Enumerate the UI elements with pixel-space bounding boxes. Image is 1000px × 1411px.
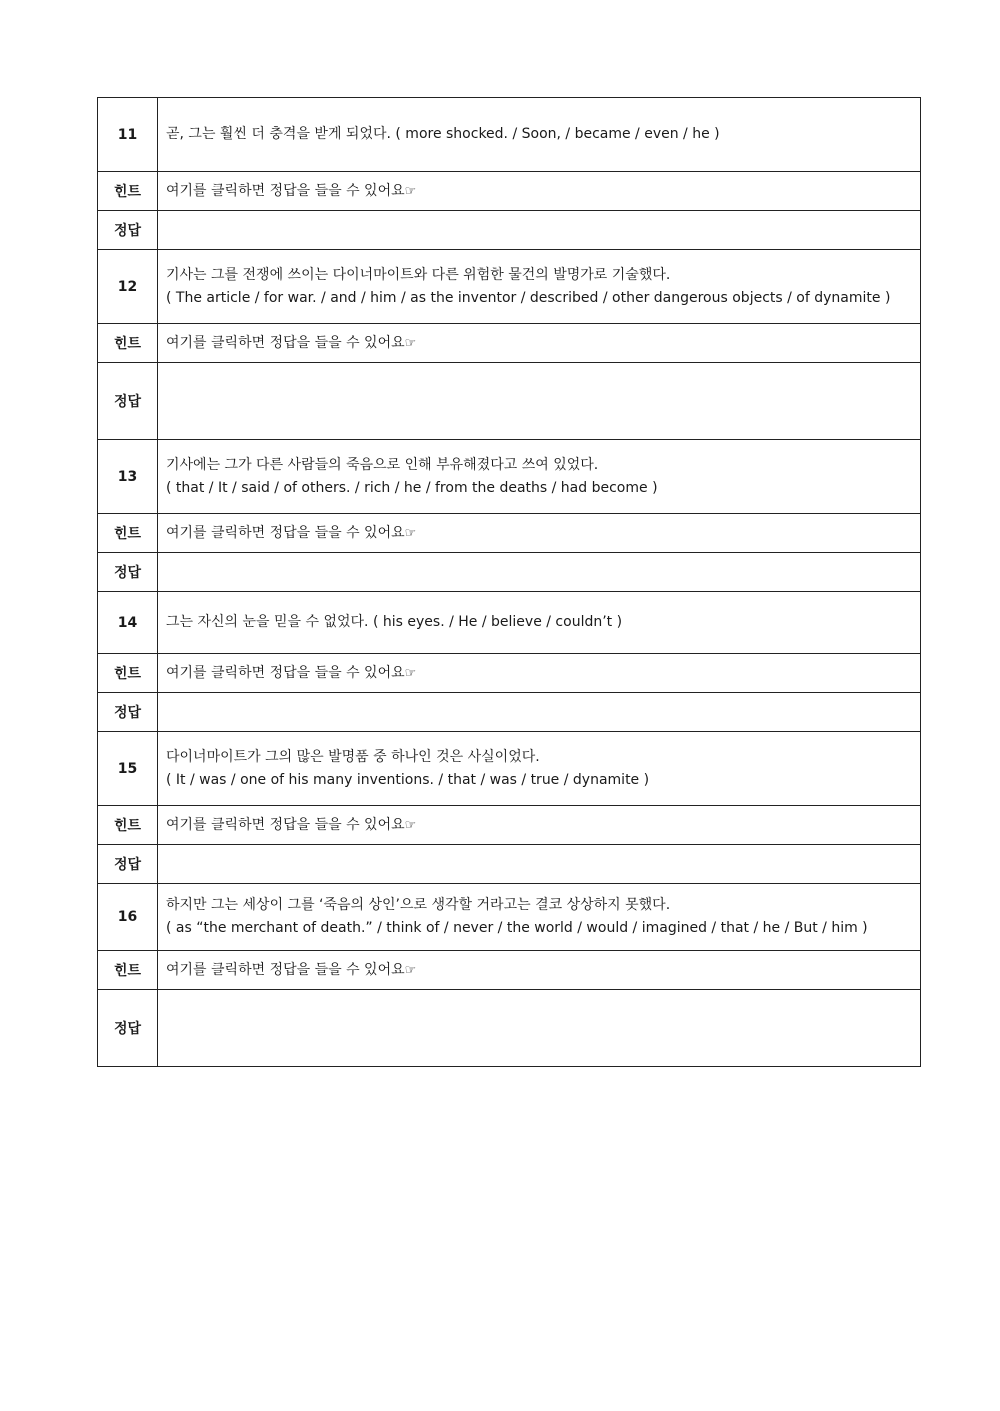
hint-text: 여기를 클릭하면 정답을 들을 수 있어요 [166,961,405,978]
answer-label: 정답 [98,693,158,732]
hint-link[interactable] [158,806,921,845]
answer-field[interactable] [158,693,921,732]
answer-field[interactable] [158,211,921,250]
hint-link[interactable] [158,951,921,990]
word-bank: ( more shocked. / Soon, / became / even / he ) [395,126,720,142]
answer-label: 정답 [98,363,158,440]
word-bank: ( It / was / one of his many inventions. / that / was / true / dynamite ) [166,771,650,788]
question-prompt [158,440,921,514]
answer-row [98,211,921,250]
question-number: 14 [98,592,158,654]
hint-text: 여기를 클릭하면 정답을 들을 수 있어요 [166,524,405,541]
korean-sentence: 기사에는 그가 다른 사람들의 죽음으로 인해 부유해졌다고 쓰여 있었다. [166,456,599,473]
hint-link[interactable] [158,514,921,553]
question-row [98,98,921,172]
answer-field[interactable] [158,845,921,884]
answer-row [98,553,921,592]
hint-label: 힌트 [98,654,158,693]
hint-label: 힌트 [98,172,158,211]
korean-sentence: 곧, 그는 훨씬 더 충격을 받게 되었다. [166,126,391,142]
question-row [98,884,921,951]
hint-link[interactable] [158,324,921,363]
hint-text: 여기를 클릭하면 정답을 들을 수 있어요 [166,182,405,199]
question-row [98,732,921,806]
pointing-hand-icon: ☞ [404,183,417,199]
answer-field[interactable] [158,553,921,592]
hint-row [98,654,921,693]
answer-label: 정답 [98,990,158,1067]
question-number: 16 [98,884,158,951]
hint-link[interactable] [158,654,921,693]
pointing-hand-icon: ☞ [404,962,417,978]
worksheet-table [97,97,921,1067]
answer-label: 정답 [98,845,158,884]
hint-row [98,324,921,363]
hint-row [98,172,921,211]
hint-text: 여기를 클릭하면 정답을 들을 수 있어요 [166,334,405,351]
hint-label: 힌트 [98,951,158,990]
answer-field[interactable] [158,363,921,440]
hint-row [98,806,921,845]
hint-text: 여기를 클릭하면 정답을 들을 수 있어요 [166,816,405,833]
hint-label: 힌트 [98,514,158,553]
question-prompt [158,732,921,806]
question-row [98,592,921,654]
question-row [98,250,921,324]
hint-label: 힌트 [98,324,158,363]
question-number: 11 [98,98,158,172]
word-bank: ( that / It / said / of others. / rich / he / from the deaths / had become ) [166,479,658,496]
question-number: 13 [98,440,158,514]
answer-row [98,990,921,1067]
answer-label: 정답 [98,211,158,250]
korean-sentence: 그는 자신의 눈을 믿을 수 없었다. [166,614,369,630]
question-prompt [158,98,921,172]
answer-label: 정답 [98,553,158,592]
word-bank: ( as “the merchant of death.” / think of / never / the world / would / imagined / that / he / But / him ) [166,920,868,936]
korean-sentence: 다이너마이트가 그의 많은 발명품 중 하나인 것은 사실이었다. [166,748,540,765]
answer-row [98,845,921,884]
question-row [98,440,921,514]
pointing-hand-icon: ☞ [404,335,417,351]
hint-text: 여기를 클릭하면 정답을 들을 수 있어요 [166,664,405,681]
question-number: 12 [98,250,158,324]
korean-sentence: 기사는 그를 전쟁에 쓰이는 다이너마이트와 다른 위험한 물건의 발명가로 기술했다. [166,266,671,283]
answer-row [98,363,921,440]
question-prompt [158,250,921,324]
hint-label: 힌트 [98,806,158,845]
word-bank: ( The article / for war. / and / him / as the inventor / described / other dangerous objects / of dynamite ) [166,289,891,306]
korean-sentence: 하지만 그는 세상이 그를 ‘죽음의 상인’으로 생각할 거라고는 결코 상상하지 못했다. [166,897,671,913]
hint-link[interactable] [158,172,921,211]
answer-row [98,693,921,732]
word-bank: ( his eyes. / He / believe / couldn’t ) [372,614,623,630]
pointing-hand-icon: ☞ [404,665,417,681]
hint-row [98,514,921,553]
answer-field[interactable] [158,990,921,1067]
pointing-hand-icon: ☞ [404,525,417,541]
question-prompt [158,884,921,951]
question-number: 15 [98,732,158,806]
hint-row [98,951,921,990]
question-prompt [158,592,921,654]
pointing-hand-icon: ☞ [404,817,417,833]
